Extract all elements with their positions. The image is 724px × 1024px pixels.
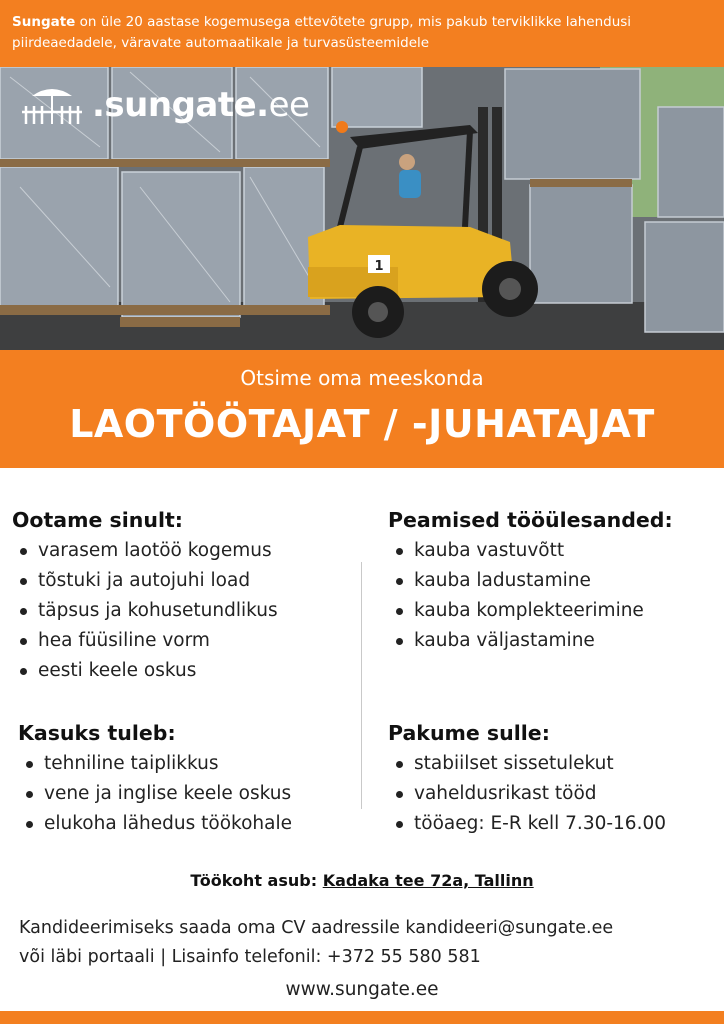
- intro-text: on üle 20 aastase kogemusega ettevõtete grupp, mis pakub terviklikke lahendusi piirdeaedadele, väravate automaatikale ja turvasüsteemidele: [12, 14, 632, 51]
- work-location: [0, 871, 724, 890]
- intro-bar: [0, 0, 724, 67]
- intro-brand: Sungate: [12, 14, 76, 30]
- requirements-heading: Ootame sinult:: [12, 508, 183, 532]
- sungate-logo: [18, 84, 309, 126]
- tasks-heading: Peamised tööülesanded:: [388, 508, 673, 532]
- list-item: eesti keele oskus: [12, 656, 278, 686]
- contact-line-phone: või läbi portaali | Lisainfo telefonil: +372 55 580 581: [19, 947, 481, 967]
- logo-name: .sungate.: [92, 85, 269, 125]
- contact-line-email: Kandideerimiseks saada oma CV aadressile kandideeri@sungate.ee: [19, 918, 614, 938]
- sun-umbrella-fence-icon: [18, 84, 86, 126]
- list-item: kauba ladustamine: [388, 566, 673, 596]
- offer-heading: Pakume sulle:: [388, 721, 550, 745]
- location-address[interactable]: Kadaka tee 72a, Tallinn: [322, 871, 534, 890]
- list-item: stabiilset sissetulekut: [388, 749, 666, 779]
- banner-title: LAOTÖÖTAJAT / -JUHATAJAT: [69, 402, 655, 446]
- requirements-section: [12, 508, 278, 686]
- list-item: tööaeg: E-R kell 7.30-16.00: [388, 809, 666, 839]
- banner-subtitle: Otsime oma meeskonda: [240, 366, 484, 390]
- logo-wordmark: [92, 85, 309, 125]
- list-item: täpsus ja kohusetundlikus: [12, 596, 278, 626]
- logo-tld: ee: [268, 85, 310, 125]
- offer-section: [388, 721, 666, 839]
- advantages-list: [18, 749, 292, 839]
- bottom-accent-bar: [0, 1011, 724, 1024]
- list-item: tehniline taiplikkus: [18, 749, 292, 779]
- list-item: vaheldusrikast tööd: [388, 779, 666, 809]
- tasks-section: [388, 508, 673, 656]
- list-item: varasem laotöö kogemus: [12, 536, 278, 566]
- advantages-heading: Kasuks tuleb:: [18, 721, 176, 745]
- offer-list: [388, 749, 666, 839]
- list-item: kauba väljastamine: [388, 626, 673, 656]
- list-item: kauba vastuvõtt: [388, 536, 673, 566]
- location-label: Töökoht asub:: [190, 871, 318, 890]
- requirements-list: [12, 536, 278, 686]
- list-item: hea füüsiline vorm: [12, 626, 278, 656]
- tasks-list: [388, 536, 673, 656]
- headline-banner: [0, 350, 724, 468]
- column-divider: [361, 562, 362, 809]
- forklift-number: 1: [374, 259, 384, 274]
- contact-info: [19, 914, 613, 972]
- advantages-section: [18, 721, 292, 839]
- website-link[interactable]: www.sungate.ee: [285, 979, 439, 1000]
- list-item: elukoha lähedus töökohale: [18, 809, 292, 839]
- list-item: vene ja inglise keele oskus: [18, 779, 292, 809]
- list-item: kauba komplekteerimine: [388, 596, 673, 626]
- list-item: tõstuki ja autojuhi load: [12, 566, 278, 596]
